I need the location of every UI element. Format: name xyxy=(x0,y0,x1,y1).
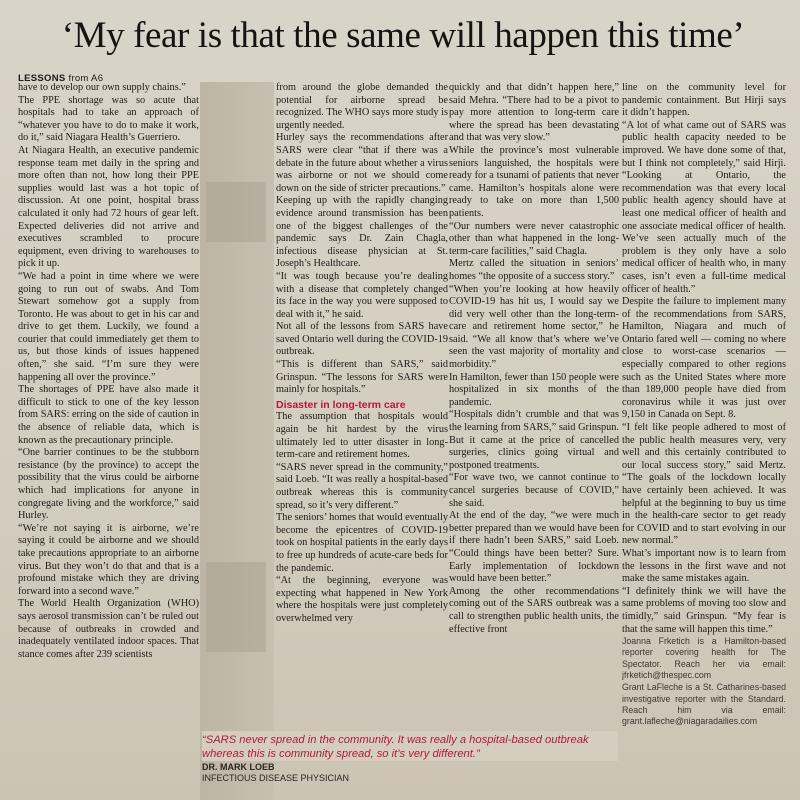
paragraph: “A lot of what came out of SARS was public health capacity needed to be improved. We have done some of that, but I think not completely,” said Hirji. “Looking at Ontario, the recommendation was that every local public health agency should have at least one medical officer of health and one associate medical officer of health. We’ve seen actually much of the problem is they only have a solo medical officer of health who, in many cases, isn’t even a full-time medical officer of health.” xyxy=(622,119,786,295)
adjacent-ad-strip xyxy=(200,82,274,800)
section-subhead: Disaster in long-term care xyxy=(276,398,406,411)
author-credit: Grant LaFleche is a St. Catharines-based investigative reporter with the Standard. Reach him via email: grant.lafleche@niagaradailies.com xyxy=(622,682,786,727)
paragraph: have to develop our own supply chains.” xyxy=(18,82,186,93)
article-column-1 xyxy=(18,82,199,787)
paragraph: Hurley says the recommendations after SARS were clear “that if there was a debate in the future about whether a virus was airborne or not we should come down on the side of stricter precautions.” xyxy=(276,132,448,194)
pull-quote-attribution-role: INFECTIOUS DISEASE PHYSICIAN xyxy=(202,773,350,783)
paragraph: “Our numbers were never catastrophic other than what happened in the long-term-care facilities,” said Chagla. xyxy=(449,220,619,257)
paragraph: Despite the failure to implement many of the recommendations from SARS, Hamilton, Niagara and much of Ontario fared well — coming no where close to worst-case scenarios — especially compared to other regions such as the United States where more than 189,000 people have died from coronavirus while it was just over 9,150 in Canada on Sept. 8. xyxy=(622,296,786,421)
paragraph: “SARS never spread in the community,” said Loeb. “It was really a hospital-based outbreak whereas this is community spread, so it’s very different.” xyxy=(276,461,448,511)
paragraph: line on the community level for pandemic containment. But Hirji says it didn’t happen. xyxy=(622,82,786,119)
paragraph: “This is different than SARS,” said Grinspun. “The lessons for SARS were mainly for hospitals.” xyxy=(276,359,448,396)
headline: ‘My fear is that the same will happen this time’ xyxy=(61,15,745,56)
paragraph: “We’re not saying it is airborne, we’re saying it could be airborne and we should take precautions appropriate to an airborne virus. But they won’t do that and that is a profound mistake which they are driving forward into a second wave.” xyxy=(18,522,199,597)
paragraph: While the province’s most vulnerable seniors languished, the hospitals were ready for a tsunami of patients that never came. Hamilton’s hospitals alone were ready to take on more than 1,500 patients. xyxy=(449,144,619,219)
paragraph: The World Health Organization (WHO) says aerosol transmission can’t be ruled out because of outbreaks in crowded and inadequately ventilated indoor spaces. That stance comes after 239 scientists xyxy=(18,598,199,660)
paragraph: The assumption that hospitals would again be hit hardest by the virus ultimately led to utter disaster in long-term-care and retirement homes. xyxy=(276,411,448,461)
paragraph: “At the beginning, everyone was expecting what happened in New York where the hospitals were just completely overwhelmed very xyxy=(276,575,448,624)
paragraph: The seniors’ homes that would eventually become the epicentres of COVID-19 took on hospital patients in the early days to free up hundreds of acute-care beds for the pandemic. xyxy=(276,512,448,574)
article-column-2 xyxy=(276,82,448,727)
paragraph: Not all of the lessons from SARS have saved Ontario well during the COVID-19 outbreak. xyxy=(276,321,448,358)
kicker-lead: LESSONS xyxy=(18,73,66,84)
paragraph: quickly and that didn’t happen here,” said Mehra. “There had to be a pivot to pay more attention to long-term care where the spread has been devastating and that was very slow.” xyxy=(449,82,619,144)
paragraph: “When you’re looking at how heavily COVID-19 has hit us, I would say we did very well other than the long-term-care and retirement home sector,” he said. “We all know that’s where we’ve seen the vast majority of mortality and morbidity.” xyxy=(449,283,619,371)
paragraph: Mertz called the situation in seniors’ homes “the opposite of a success story.” xyxy=(449,258,619,282)
paragraph: “It was tough because you’re dealing with a disease that completely changed its face in the way you were supposed to deal with it,” he said. xyxy=(276,270,448,320)
author-credit: Joanna Frketich is a Hamilton-based reporter covering health for The Spectator. Reach her via email: jfrketich@thespec.com xyxy=(622,636,786,681)
paragraph: In Hamilton, fewer than 150 people were hospitalized in six months of the pandemic. xyxy=(449,371,619,408)
paragraph: “Hospitals didn’t crumble and that was the learning from SARS,” said Grinspun. But it came at the price of cancelled surgeries, clinics going virtual and postponed treatments. xyxy=(449,409,619,471)
paragraph: “For wave two, we cannot continue to cancel surgeries because of COVID,” she said. xyxy=(449,472,619,509)
pull-quote: “SARS never spread in the community. It was really a hospital-based outbreak whereas this is community spread, so it’s very different.” xyxy=(202,731,618,761)
paragraph: “I definitely think we will have the same problems of moving too slow and timidly,” said Grinspun. “My fear is that the same will happen this time.” xyxy=(622,585,786,635)
ad-block xyxy=(206,562,266,652)
paragraph: At the end of the day, “we were much better prepared than we would have been if there hadn’t been SARS,” said Loeb. “Could things have been better? Sure. Early implementation of lockdown would have been better.” xyxy=(449,510,619,585)
paragraph: The shortages of PPE have also made it difficult to stick to one of the key lesson from SARS: erring on the side of caution in the absence of reliable data, which is known as the precautionary principle. xyxy=(18,384,199,446)
pull-quote-attribution-name: DR. MARK LOEB xyxy=(202,762,275,772)
paragraph: At Niagara Health, an executive pandemic response team met daily in the spring and more often than not, how long their PPE supplies would last was a hot topic of discussion. At one point, hospital brass calculated it only had 72 hours of gear left. Expected deliveries did not arrive and executives scrambled to procure equipment, even driving to warehouses to pick it up. xyxy=(18,144,199,270)
paragraph: from around the globe demanded the potential for airborne spread be recognized. The WHO says more study is urgently needed. xyxy=(276,82,448,131)
ad-block xyxy=(206,182,266,242)
paragraph: Among the other recommendations coming out of the SARS outbreak was a call to strengthen public health units, the effective front xyxy=(449,585,619,635)
paragraph: “I felt like people adhered to most of the public health measures very, very well and this certainly contributed to our local success story,” said Mertz. “The goals of the lockdown locally have certainly been achieved. It was helpful at the beginning to buy us time in the health-care sector to get ready for COVID and to start evolving in our new normal.” xyxy=(622,422,786,547)
kicker-rest: from A6 xyxy=(65,73,104,84)
paragraph: “We had a point in time where we were going to run out of swabs. And Tom Stewart somehow got a supply from Toronto. He was about to get in his car and drive to get them. Luckily, we found a courier that could immediately get them to us, but those kinds of issues happened often,” she said. “I’m sure they were happening all over the province.” xyxy=(18,270,199,383)
paragraph: The PPE shortage was so acute that hospitals had to take an approach of “whatever you have to do to make it work, do it,” said Niagara Health’s Guerriero. xyxy=(18,94,199,144)
paragraph: What’s important now is to learn from the lessons in the first wave and not make the same mistakes again. xyxy=(622,547,786,585)
article-column-3 xyxy=(449,82,619,727)
paragraph: Keeping up with the rapidly changing evidence around transmission has been one of the biggest challenges of the pandemic says Dr. Zain Chagla, infectious disease physician at St. Joseph’s Healthcare. xyxy=(276,195,448,270)
paragraph: “One barrier continues to be the stubborn resistance (by the province) to accept the possibility that the virus could be airborne which had implications for anyone in congregate living and the workforce,” said Hurley. xyxy=(18,447,199,522)
article-column-4 xyxy=(622,82,786,792)
